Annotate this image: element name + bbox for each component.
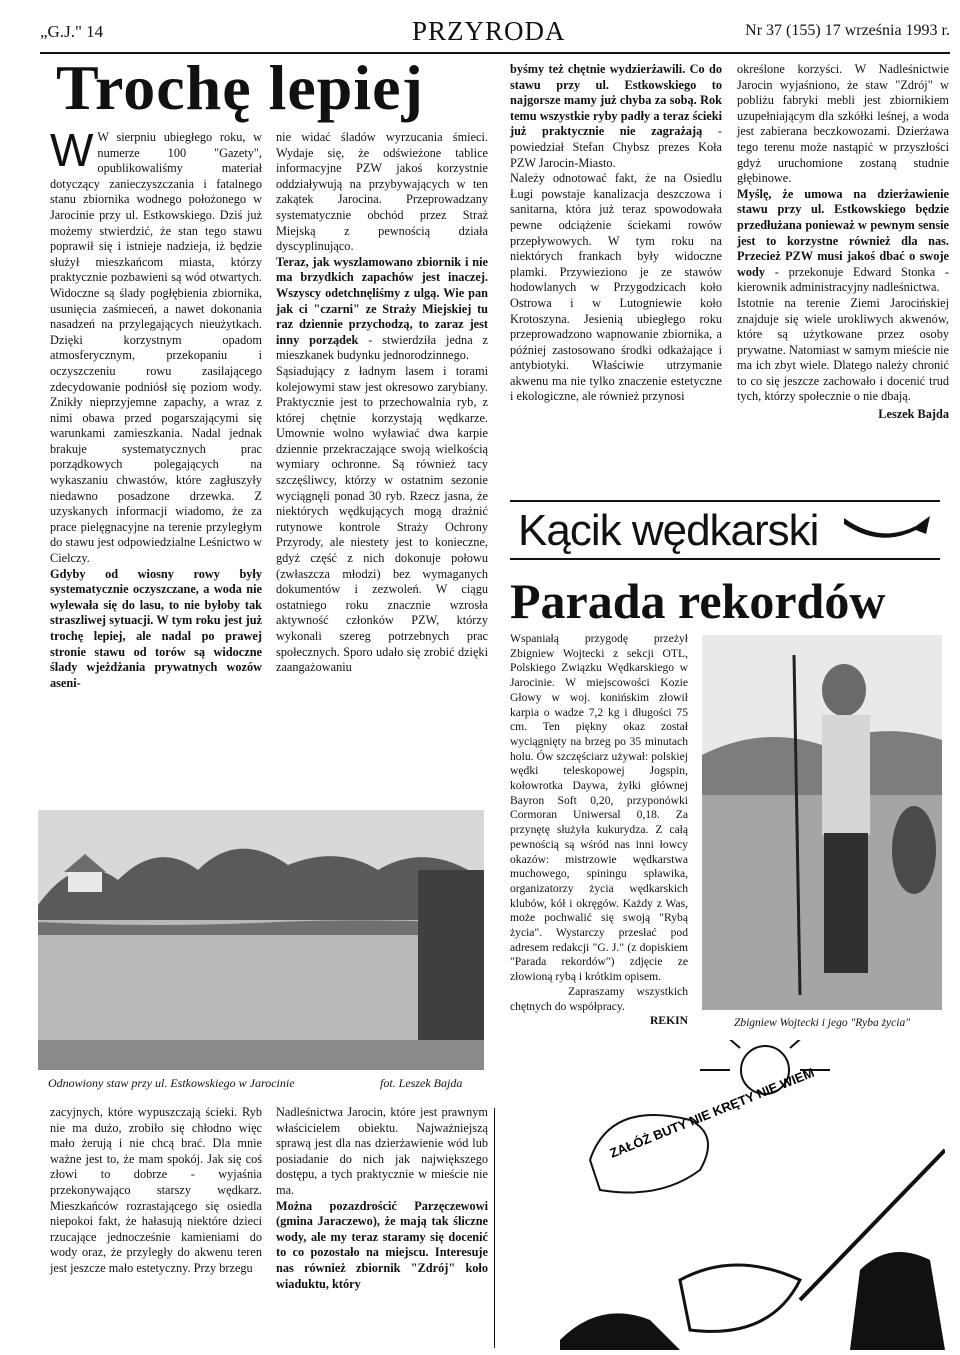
article-column-4 bbox=[737, 62, 949, 423]
pond-photo-credit: fot. Leszek Bajda bbox=[380, 1076, 463, 1090]
article-column-1 bbox=[50, 124, 262, 691]
article-2-text: Wspaniałą przygodę przeżył Zbigniew Wojtecki z sekcji OTL, Polskiego Związku Wędkarskiego w Jarocinie. W miejscowości Kozie Głowy w woj. konińskim złowił karpia o wadze 7,2 kg i długości 75 cm. Ten piękny okaz został wyciągnięty na brzeg po 35 minutach holu. Ów szczęściarz używał: polskiej wędki teleskopowej Jogspin, kołowrotka Daywa, żyłki głównej Bayron Soft 0,20, przyponówki Cormoran Uniwersal 0,18. Za przynętę służyła kukurydza. Z całą pewnością są wśród nas inni łowcy okazów: mistrzowie wędkarstwa muchowego, spiningu spławika, organizatorzy życia wędkarskich klubów, kół i okręgów. Każdy z Was, może pochwalić się swoją "Rybą życia". Wystarczy przesłać pod adresem redakcji "G. J." (z dopiskiem "Parada rekordów") zdjęcie ze złowioną rybą i krótkim opisem. bbox=[510, 632, 688, 984]
article-column-2 bbox=[276, 130, 488, 676]
fish-logo-icon bbox=[840, 508, 935, 552]
article-2-author: REKIN bbox=[649, 1014, 688, 1028]
pond-photo-caption: Odnowiony staw przy ul. Estkowskiego w Jarocinie bbox=[48, 1076, 295, 1090]
bottom-column-1: zacyjnych, które wypuszczają ścieki. Ryb nie ma dużo, zrobiło się chłodno więc mało żerują i nie chcą brać. Dla mnie ważne jest to, że mam spokój. Jak się coś złowi to dobrze - wyjaśnia przekonywająco starszy wędkarz. Mieszkańców rozrastającego się osiedla niepokoi fakt, że hałasują niektóre dzieci rzucające jednocześnie kamieniami do wody oraz, że przyległy do akwenu teren jest jeszcze mało estetyczny. Przy brzegu bbox=[50, 1105, 262, 1275]
column-divider bbox=[494, 1108, 495, 1348]
article-2-title: Parada rekordów bbox=[510, 573, 886, 629]
header-section: PRZYRODA bbox=[412, 16, 566, 46]
article-title: Trochę lepiej bbox=[56, 52, 424, 123]
article-2-body bbox=[510, 632, 688, 1029]
angler-photo bbox=[702, 635, 942, 1010]
column-2-para-3: Sąsiadujący z ładnym lasem i torami kolejowymi staw jest okresowo zarybiany. Praktycznie jest to przechowalnia ryb, z której chętnie korzystają wędkarze. Umownie wolno wyławiać dwa karpie dziennie przekraczające swoją wielkością wymiary ochronne. Są również tacy szczęśliwcy, którzy w ostatnim sezonie wyciągnęli ponad 30 ryb. Rzecz jasna, że niektórych wędkujących mogą drażnić rutynowe kontrole Straży Ochrony Przyrody, ale niestety jest to konieczne, gdyż część z nich dokonuje połowu (zwłaszcza młodzi) bez wymaganych dokumentów i zezwoleń. W ciągu ostatniego roku znacznie wzrosła aktywność członków PZW, którzy wykonali szereg potrzebnych prac społecznych. Sporo udało się zrobić dzięki zaangażowaniu bbox=[276, 363, 488, 675]
pond-photo bbox=[38, 810, 484, 1070]
column-2-para-1: nie widać śladów wyrzucania śmieci. Wydaje się, że odświeżone tablice informacyjne PZW jakoś korzystnie oddziaływują na przybywających w ten zakątek Jarocina. Przeprowadzany systematycznie obchód przez Straż Miejską z pewnością działa dyscyplinująco. bbox=[276, 130, 488, 254]
angler-photo-image bbox=[702, 635, 942, 1010]
section-banner bbox=[510, 500, 940, 560]
header-date: Nr 37 (155) 17 września 1993 r. bbox=[745, 22, 950, 39]
page-header bbox=[40, 18, 950, 54]
pond-photo-image bbox=[38, 810, 484, 1070]
header-issue: „G.J." 14 bbox=[40, 22, 104, 41]
article-2-closing: Zapraszamy wszystkich chętnych do współpracy. bbox=[510, 984, 688, 1013]
column-1-para-2: Gdyby od wiosny rowy były systematycznie oczyszczane, a woda nie wylewała się do lasu, to nie byłoby tak straszliwej sytuacji. W tym roku jest już trochę lepiej, ale nadal po prawej stronie stawu od torów są widoczne ślady wjeżdżania prywatnych wozów aseni- bbox=[50, 566, 262, 690]
article-author: Leszek Bajda bbox=[878, 407, 949, 422]
column-2-quote: Teraz, jak wyszlamowano zbiornik i nie ma brzydkich zapachów jest inaczej. Wszyscy odetchnęliśmy z ulgą. Wie pan jak ci "czarni" ze Straży Miejskiej tu raz dziennie przychodzą, to zaraz jest inny porządek bbox=[276, 254, 488, 347]
column-1-para-1: W sierpniu ubiegłego roku, w numerze 100 "Gazety", opublikowaliśmy materiał dotyczący zanieczyszczania i fatalnego stanu zbiornika wodnego położonego w Jarocinie przy ul. Estkowskiego. Dziś już możemy stwierdzić, że stan tego stawu poprawił się i istnieje nadzieja, iż będzie służył mieszkańcom miasta, którzy praktycznie pozbawieni są wód otwartych. Widoczne są ślady pogłębienia zbiornika, usunięcia zaśmieceń, a nawet dokonania nasadzeń na przylegających nieużytkach. Dzięki korzystnym opadom atmosferycznym, przekopaniu i oczyszczeniu rowu zasilającego zdecydowanie podniósł się poziom wody. Znikły nieprzyjemne zapachy, a wraz z nimi obawa przed pogarszającymi się warunkami zamieszkania. Nadal jednak brakuje systematycznych prac porządkowych polegających na wykaszaniu chwastów, które zagłuszyły niedawno posadzone drzewka. Z uzyskanych informacji wiadomo, że za prace pielęgnacyjne na terenie przyległym do stawu jest odpowiedzialne Leśnictwo w Cielczy. bbox=[50, 130, 262, 566]
drop-cap: W bbox=[50, 124, 94, 176]
column-4-attribution: - przekonuje Edward Stonka - kierownik administracyjny nadleśnictwa. bbox=[737, 264, 949, 295]
column-2-attribution: - stwierdziła jedna z mieszkanek budynku jednorodzinnego. bbox=[276, 332, 488, 363]
article-column-3 bbox=[510, 62, 722, 405]
angler-photo-caption: Zbigniew Wojtecki i jego "Ryba życia" bbox=[733, 1017, 911, 1029]
section-banner-title: Kącik wędkarski bbox=[518, 506, 819, 555]
column-4-para-3: Istotnie na terenie Ziemi Jarocińskiej znajduje się wiele urokliwych akwenów, które są użytkowane przez osoby prywatne. Natomiast w samym mieście nie ma ich zbyt wiele. Dlatego należy chronić to co się jeszcze zachowało i docenić trud tych, którzy społecznie o nie dbają. bbox=[737, 295, 949, 404]
cartoon-drawing bbox=[560, 1040, 945, 1350]
bottom-column-2 bbox=[276, 1105, 488, 1292]
cartoon-speech-text: ZAŁÓŻ BUTY NIE KRĘTY NIE WIEM bbox=[607, 1064, 817, 1161]
column-3-para-2: Należy odnotować fakt, że na Osiedlu Ługi powstaje kanalizacja deszczowa i sanitarna, która już teraz spowodowała pewne odciążenie ściekami rowów przepływowych. W tym roku na niektórych frankach były widoczne plamki. Przywieziono je ze stawów hodowlanych w Przygodzicach koło Ostrowa i w Lutogniewie koło Krotoszyna. Jesienią ubiegłego roku przeprowadzono wapnowanie zbiornika, a później zastosowano środki odkażające i antybiotyki. Właściwie utrzymanie akwenu ma nie tylko znaczenie estetyczne i ekologiczne, ale również przynosi bbox=[510, 171, 722, 404]
column-3-quote: byśmy też chętnie wydzierżawili. Co do stawu przy ul. Estkowskiego to najgorsze mamy już chyba za sobą. Rok temu wszystkie ryby padły a teraz ścieki już praktycznie nie zagrażają bbox=[510, 62, 722, 139]
bottom-column-2-para-2: Można pozazdrościć Parzęczewowi (gmina Jaraczewo), że mają tak śliczne wody, ale my teraz staramy się docenić to co pozostało na miejscu. Interesuje nas również zbiornik "Zdrój" koło wiaduktu, który bbox=[276, 1198, 488, 1291]
fishing-cartoon bbox=[560, 1040, 945, 1350]
column-4-quote: Myślę, że umowa na dzierżawienie stawu przy ul. Estkowskiego będzie przedłużana ponieważ w pewnym sensie jest to korzystne również dla nas. Przecież PZW musi jakoś dbać o swoje wody bbox=[737, 186, 949, 279]
column-4-para-1: określone korzyści. W Nadleśnictwie Jarocin wyjaśniono, że staw "Zdrój" w pobliżu fabryki mebli jest zbiornikiem uzupełniającym dla szkółki leśnej, a woda jest zabierana beczkowozami. Dzierżawa tego terenu może nastąpić w przyszłości gdyż uruchomione zostaną studnie głębinowe. bbox=[737, 62, 949, 186]
bottom-column-2-para-1: Nadleśnictwa Jarocin, które jest prawnym właścicielem obiektu. Najważniejszą sprawą jest dla nas dzierżawienie wód lub posiadanie do nich jak największego dostępu, a tych praktycznie w mieście nie ma. bbox=[276, 1105, 488, 1197]
column-3-attribution: - powiedział Stefan Chybsz prezes Koła PZW Jarocin-Miasto. bbox=[510, 124, 722, 170]
